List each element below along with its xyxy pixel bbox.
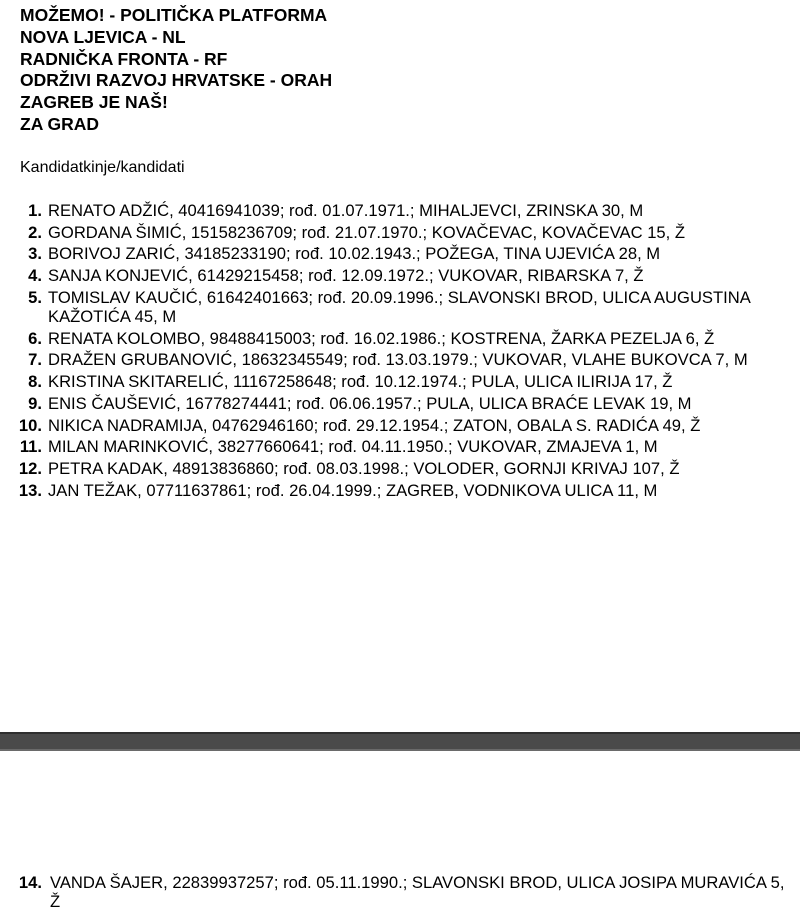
candidate-number: 1. bbox=[28, 201, 42, 220]
candidate-item bbox=[0, 416, 800, 435]
party-name: ODRŽIVI RAZVOJ HRVATSKE - ORAH bbox=[20, 70, 333, 91]
candidate-item bbox=[0, 350, 800, 369]
candidate-item bbox=[0, 873, 800, 911]
candidate-details: TOMISLAV KAUČIĆ, 61642401663; rođ. 20.09.1996.; SLAVONSKI BROD, ULICA AUGUSTINA KAŽOTIĆA 45, M bbox=[48, 287, 750, 327]
party-name: MOŽEMO! - POLITIČKA PLATFORMA bbox=[20, 5, 328, 25]
candidate-number: 10. bbox=[18, 415, 42, 435]
candidate-item bbox=[0, 266, 800, 285]
candidate-details: MILAN MARINKOVIĆ, 38277660641; rođ. 04.11.1950.; VUKOVAR, ZMAJEVA 1, M bbox=[48, 437, 658, 457]
candidate-item bbox=[0, 481, 800, 500]
candidate-details: ENIS ČAUŠEVIĆ, 16778274441; rođ. 06.06.1957.; PULA, ULICA BRAĆE LEVAK 19, M bbox=[48, 393, 692, 413]
candidate-item bbox=[0, 329, 800, 348]
candidate-item bbox=[0, 223, 800, 242]
candidate-details: NIKICA NADRAMIJA, 04762946160; rođ. 29.12.1954.; ZATON, OBALA S. RADIĆA 49, Ž bbox=[48, 415, 701, 435]
candidate-details: BORIVOJ ZARIĆ, 34185233190; rođ. 10.02.1943.; POŽEGA, TINA UJEVIĆA 28, M bbox=[48, 244, 661, 264]
candidate-list-continued bbox=[0, 873, 800, 914]
candidate-number: 8. bbox=[28, 372, 42, 392]
candidate-item bbox=[0, 288, 800, 326]
candidate-details: JAN TEŽAK, 07711637861; rođ. 26.04.1999.; ZAGREB, VODNIKOVA ULICA 11, M bbox=[48, 480, 658, 500]
candidate-details: PETRA KADAK, 48913836860; rođ. 08.03.1998.; VOLODER, GORNJI KRIVAJ 107, Ž bbox=[48, 458, 680, 478]
candidate-details: KRISTINA SKITARELIĆ, 11167258648; rođ. 10.12.1974.; PULA, ULICA ILIRIJA 17, Ž bbox=[48, 372, 673, 392]
candidate-number: 9. bbox=[28, 393, 42, 413]
page-separator bbox=[0, 732, 800, 751]
candidate-item bbox=[0, 437, 800, 456]
candidate-number: 2. bbox=[28, 222, 42, 242]
candidate-item bbox=[0, 394, 800, 413]
party-list bbox=[20, 5, 332, 136]
candidates-heading: Kandidatkinje/kandidati bbox=[20, 159, 185, 176]
candidate-details: RENATA KOLOMBO, 98488415003; rođ. 16.02.1986.; KOSTRENA, ŽARKA PEZELJA 6, Ž bbox=[48, 328, 715, 348]
candidate-details: RENATO ADŽIĆ, 40416941039; rođ. 01.07.1971.; MIHALJEVCI, ZRINSKA 30, M bbox=[48, 201, 644, 220]
candidate-number: 5. bbox=[28, 287, 42, 307]
candidate-number: 6. bbox=[28, 328, 42, 348]
party-name: NOVA LJEVICA - NL bbox=[20, 26, 186, 47]
party-name: RADNIČKA FRONTA - RF bbox=[20, 48, 228, 69]
candidate-number: 3. bbox=[28, 244, 42, 264]
candidate-details: VANDA ŠAJER, 22839937257; rođ. 05.11.1990.; SLAVONSKI BROD, ULICA JOSIPA MURAVIĆA 5, Ž bbox=[50, 873, 785, 912]
candidate-list bbox=[0, 201, 800, 502]
candidate-details: SANJA KONJEVIĆ, 61429215458; rođ. 12.09.1972.; VUKOVAR, RIBARSKA 7, Ž bbox=[48, 266, 644, 286]
candidate-details: GORDANA ŠIMIĆ, 15158236709; rođ. 21.07.1970.; KOVAČEVAC, KOVAČEVAC 15, Ž bbox=[48, 222, 686, 242]
candidate-number: 13. bbox=[18, 480, 42, 500]
candidate-number: 11. bbox=[19, 437, 42, 457]
candidate-item bbox=[0, 372, 800, 391]
document-page-2 bbox=[0, 751, 800, 919]
candidate-item bbox=[0, 459, 800, 478]
party-name: ZA GRAD bbox=[20, 113, 100, 134]
candidate-item bbox=[0, 244, 800, 263]
candidate-number: 12. bbox=[18, 458, 42, 478]
candidate-item bbox=[0, 201, 800, 220]
candidate-number: 4. bbox=[28, 266, 42, 286]
candidate-number: 7. bbox=[28, 350, 42, 370]
candidate-details: DRAŽEN GRUBANOVIĆ, 18632345549; rođ. 13.03.1979.; VUKOVAR, VLAHE BUKOVCA 7, M bbox=[48, 350, 748, 370]
candidate-number: 14. bbox=[18, 873, 42, 892]
party-name: ZAGREB JE NAŠ! bbox=[20, 92, 168, 113]
